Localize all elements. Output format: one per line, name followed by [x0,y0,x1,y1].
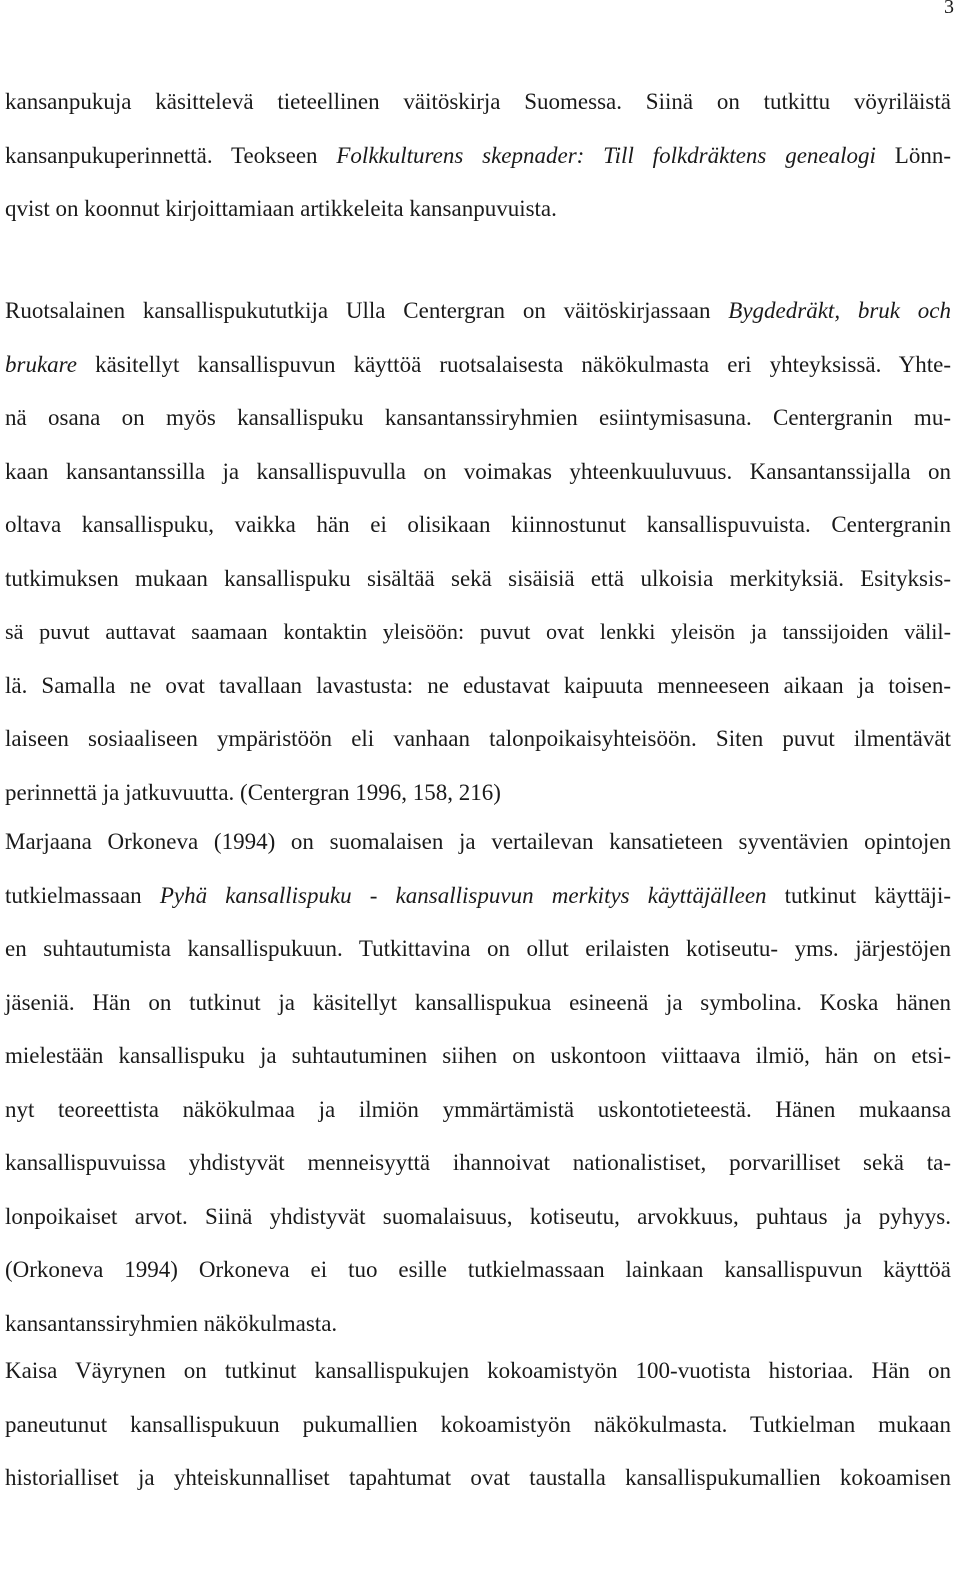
text-line [5,75,951,129]
text-run: käsitellyt kansallispuvun käyttöä ruotsalaisesta näkökulmasta eri yhteyksissä. Yhte- [76,351,951,377]
text-run: sä puvut auttavat saamaan kontaktin yleisöön: puvut ovat lenkki yleisön ja tanssijoiden välil- [5,619,951,644]
text-run: en suhtautumista kansallispukuun. Tutkittavina on ollut erilaisten kotiseutu- yms. järjestöjen [5,936,951,961]
text-run: (Orkoneva 1994) Orkoneva ei tuo esille tutkielmassaan lainkaan kansallispuvun käyttöä [5,1257,951,1282]
text-run: nä osana on myös kansallispuku kansantanssiryhmien esiintymisasuna. Centergranin mu- [5,405,951,430]
text-line [5,712,951,766]
text-run: jäseniä. Hän on tutkinut ja käsitellyt kansallispukua esineenä ja symbolina. Koska hänen [5,989,951,1015]
text-run: perinnettä ja jatkuvuutta. (Centergran 1996, 158, 216) [5,779,501,805]
paragraph-4 [5,1344,951,1505]
italic-title: Pyhä kansallispuku - kansallispuvun merkitys käyttäjälleen [159,882,767,908]
text-line [5,338,951,392]
text-line [5,766,951,820]
text-line [5,659,951,713]
italic-title: Folkkulturens skepnader: Till folkdräktens genealogi [336,142,876,168]
text-run: tutkinut käyttäji- [766,882,951,908]
italic-title: brukare [5,351,77,377]
text-run: Ruotsalainen kansallispukututkija Ulla Centergran on väitöskirjassaan [5,298,729,323]
text-line [5,1398,951,1452]
text-line [5,445,951,499]
text-run: Marjaana Orkoneva (1994) on suomalaisen ja vertailevan kansatieteen syventävien opintojen [5,829,951,854]
paragraph-1 [5,75,951,236]
text-line [5,1297,951,1351]
text-run: mielestään kansallispuku ja suhtautuminen siihen on uskontoon viittaava ilmiö, hän on etsi- [5,1043,951,1068]
text-run: Lönn- [875,142,951,168]
text-run: kansanpukuperinnettä. Teokseen [5,142,337,168]
text-line [5,1190,951,1244]
text-run: tutkimuksen mukaan kansallispuku sisältää sekä sisäisiä että ulkoisia merkityksiä. Esityksis- [5,565,951,591]
text-line [5,1451,951,1505]
text-line [5,1029,951,1083]
text-line [5,284,951,338]
text-run: kansantanssiryhmien näkökulmasta. [5,1310,338,1336]
page-number: 3 [944,0,954,18]
text-line [5,815,951,869]
text-run: tutkielmassaan [5,882,160,908]
text-line [5,1344,951,1398]
text-line [5,1083,951,1137]
text-run: qvist on koonnut kirjoittamiaan artikkeleita kansanpuvuista. [5,196,557,221]
text-line [5,391,951,445]
text-run: paneutunut kansallispukuun pukumallien kokoamistyön näkökulmasta. Tutkielman mukaan [5,1411,951,1437]
text-line [5,498,951,552]
paragraph-3 [5,815,951,1350]
text-line [5,869,951,923]
text-run: lä. Samalla ne ovat tavallaan lavastusta: ne edustavat kaipuuta menneeseen aikaan ja toisen- [5,672,951,698]
text-run: kansallispuvuissa yhdistyvät menneisyyttä ihannoivat nationalistiset, porvarilliset sekä ta- [5,1150,951,1175]
text-run: lonpoikaiset arvot. Siinä yhdistyvät suomalaisuus, kotiseutu, arvokkuus, puhtaus ja pyhyys. [5,1203,951,1229]
text-run: nyt teoreettista näkökulmaa ja ilmiön ymmärtämistä uskontotieteestä. Hänen mukaansa [5,1096,951,1122]
text-line [5,129,951,183]
text-line [5,976,951,1030]
text-run: Kaisa Väyrynen on tutkinut kansallispukujen kokoamistyön 100-vuotista historiaa. Hän on [5,1358,951,1383]
italic-title: Bygdedräkt, bruk och [728,298,951,323]
text-run: kaan kansantanssilla ja kansallispuvulla on voimakas yhteenkuuluvuus. Kansantanssijalla on [5,458,951,484]
text-line [5,1243,951,1297]
text-run: historialliset ja yhteiskunnalliset tapahtumat ovat taustalla kansallispukumallien kokoamisen [5,1465,951,1490]
text-line [5,182,951,236]
text-line [5,1136,951,1190]
text-run: oltava kansallispuku, vaikka hän ei olisikaan kiinnostunut kansallispuvuista. Centergranin [5,512,951,537]
text-line [5,552,951,606]
text-line [5,605,951,659]
text-run: laiseen sosiaaliseen ympäristöön eli vanhaan talonpoikaisyhteisöön. Siten puvut ilmentävät [5,726,951,751]
text-run: kansanpukuja käsittelevä tieteellinen väitöskirja Suomessa. Siinä on tutkittu vöyriläistä [5,89,951,114]
text-line [5,922,951,976]
paragraph-2 [5,284,951,819]
